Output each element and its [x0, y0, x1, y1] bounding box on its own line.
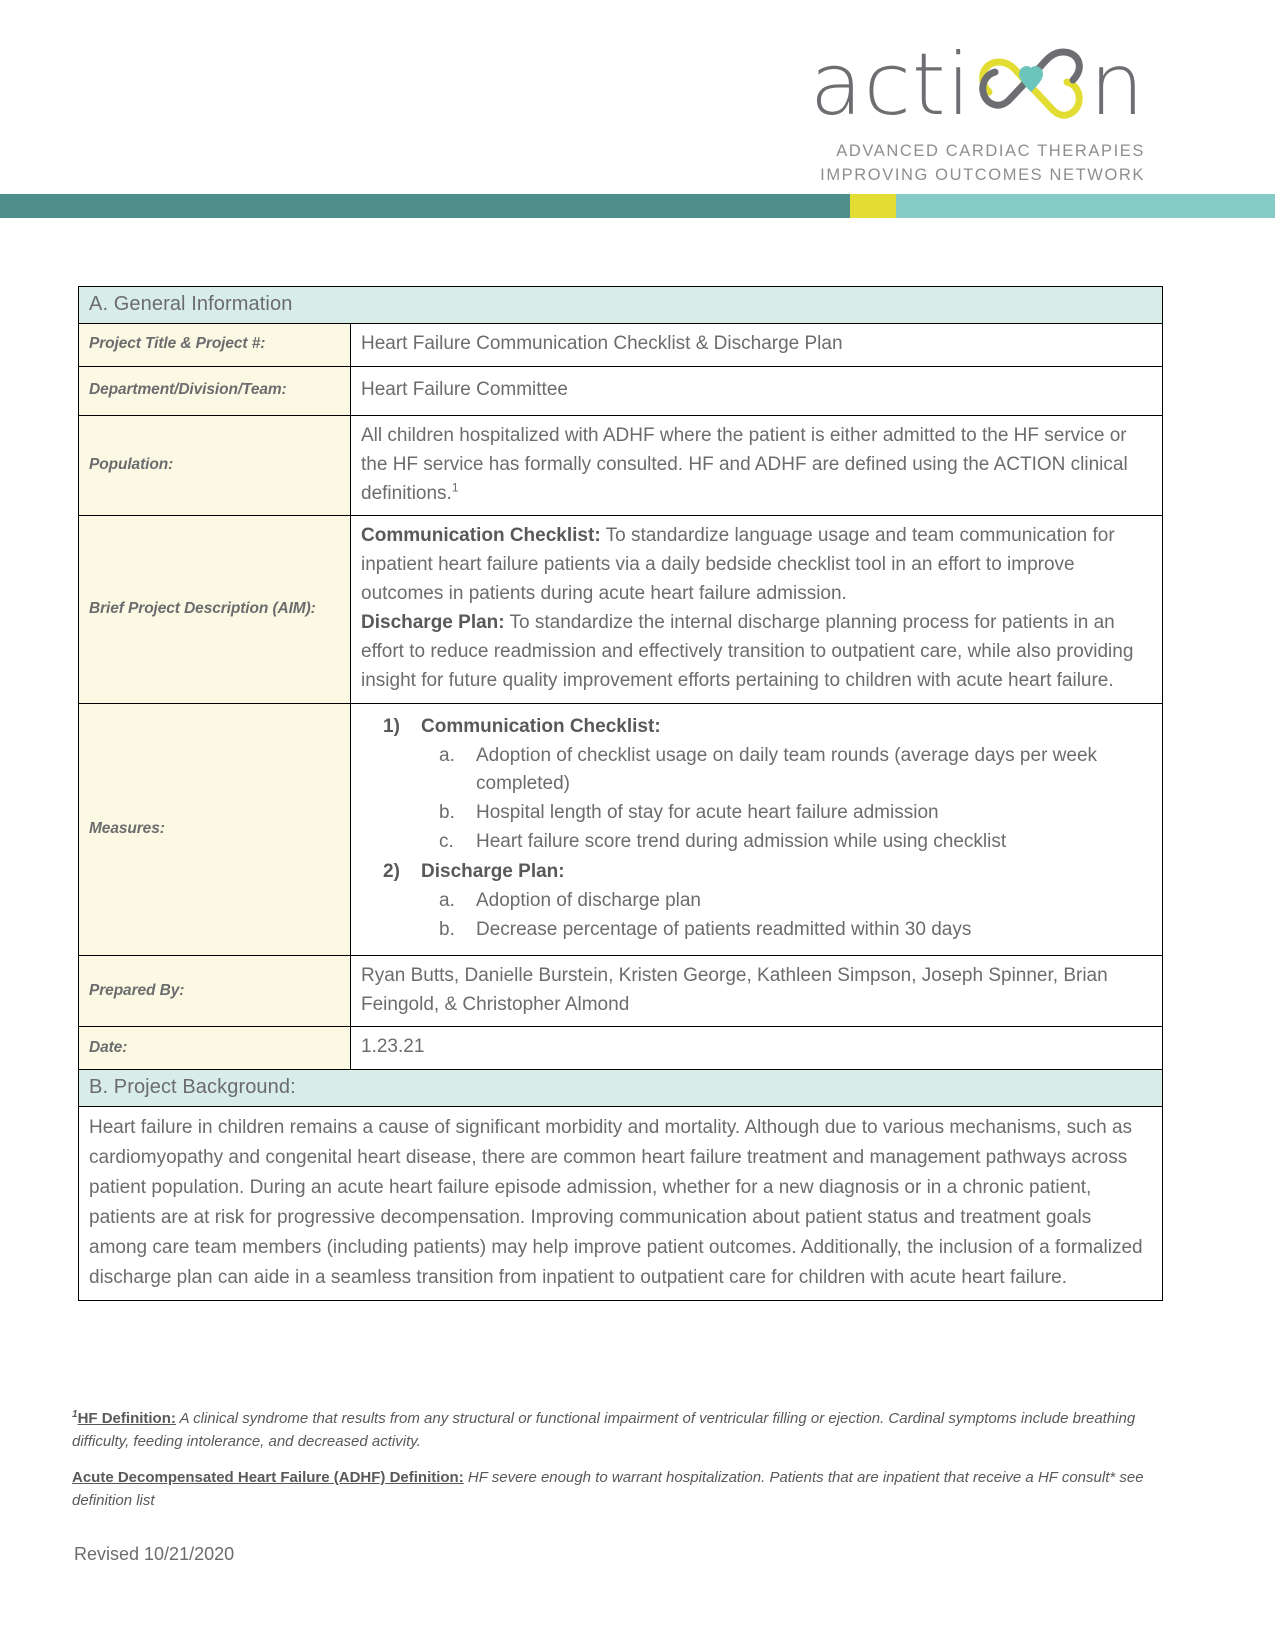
measure-subitem	[421, 828, 1154, 857]
section-a-heading: A. General Information	[79, 287, 1163, 324]
measure-subitem	[421, 742, 1154, 800]
footnote-term: Acute Decompensated Heart Failure (ADHF) Definition:	[72, 1469, 464, 1486]
row-project-background	[79, 1107, 1163, 1301]
measure-subitem	[421, 799, 1154, 828]
logo-wordmark-suffix: n	[1089, 35, 1145, 136]
aim-lead-checklist: Communication Checklist:	[361, 525, 601, 547]
value-population	[351, 415, 1163, 516]
section-b-heading: B. Project Background:	[79, 1070, 1163, 1107]
label-population: Population:	[79, 415, 351, 516]
measure-subitem-text: Adoption of checklist usage on daily team rounds (average days per week completed)	[476, 744, 1098, 795]
measure-subitem-marker: b.	[439, 918, 455, 940]
label-project-title: Project Title & Project #:	[79, 324, 351, 367]
population-footnote-marker: 1	[451, 480, 459, 495]
measure-subitem-marker: c.	[439, 831, 454, 853]
measure-sublist	[421, 887, 1154, 945]
footnote-text: HF severe enough to warrant hospitalization. Patients that are inpatient that receive a HF consult* see definition list	[72, 1469, 1144, 1509]
heart-infinity-icon	[973, 46, 1089, 126]
measure-group	[361, 858, 1154, 945]
rule-segment-light-teal	[896, 194, 1275, 218]
measure-subitem-text: Hospital length of stay for acute heart failure admission	[476, 802, 939, 824]
measure-number: 2)	[383, 861, 400, 882]
measure-subitem-marker: a.	[439, 889, 455, 911]
measure-group	[361, 713, 1154, 857]
logo-wordmark	[725, 35, 1145, 136]
action-logo	[725, 35, 1145, 188]
project-background-text: Heart failure in children remains a cause of significant morbidity and mortality. Although due to various mechanisms, such as cardiomyopathy and congenital heart disease, there are common heart failure treatment and management pathways across patient population. During an acute heart failure episode admission, whether for a new diagnosis or in a chronic patient, patients are at risk for progressive decompensation. Improving communication about patient status and treatment goals among care team members (including patients) may help improve patient outcomes. Additionally, the inclusion of a formalized discharge plan can aide in a seamless transition from inpatient to outpatient care for children with acute heart failure.	[79, 1107, 1163, 1301]
project-charter-table	[78, 286, 1163, 1301]
aim-text-checklist: To standardize language usage and team communication for inpatient heart failure patients via a daily bedside checklist tool in an effort to improve outcomes in patients during acute heart failure admission.	[361, 525, 1115, 605]
logo-tagline	[725, 140, 1145, 188]
measure-number: 1)	[383, 715, 400, 737]
logo-wordmark-prefix: acti	[809, 35, 972, 136]
value-prepared-by: Ryan Butts, Danielle Burstein, Kristen George, Kathleen Simpson, Joseph Spinner, Brian Feingold, & Christopher Almond	[351, 955, 1163, 1027]
footnote-hf-definition	[72, 1408, 1162, 1453]
section-a-header-row	[79, 287, 1163, 324]
measures-list	[361, 713, 1154, 945]
value-department: Heart Failure Committee	[351, 366, 1163, 415]
logo-tagline-line2: IMPROVING OUTCOMES NETWORK	[820, 165, 1145, 184]
measure-title: Communication Checklist:	[421, 715, 661, 737]
row-population	[79, 415, 1163, 516]
footnote-text: A clinical syndrome that results from any structural or functional impairment of ventricular filling or ejection. Cardinal symptoms include breathing difficulty, feeding intolerance, and decreased activity.	[72, 1410, 1136, 1450]
measure-subitem	[421, 916, 1154, 945]
population-text: All children hospitalized with ADHF where the patient is either admitted to the HF service or the HF service has formally consulted. HF and ADHF are defined using the ACTION clinical definitions.	[361, 424, 1128, 504]
revised-date: Revised 10/21/2020	[74, 1544, 235, 1564]
measure-subitem-marker: a.	[439, 744, 455, 766]
row-prepared-by	[79, 955, 1163, 1027]
label-aim: Brief Project Description (AIM):	[79, 516, 351, 703]
value-date: 1.23.21	[351, 1027, 1163, 1070]
logo-tagline-line1: ADVANCED CARDIAC THERAPIES	[836, 142, 1145, 160]
measure-subitem-text: Heart failure score trend during admission while using checklist	[476, 831, 1007, 853]
label-date: Date:	[79, 1027, 351, 1070]
rule-segment-dark-teal	[0, 194, 850, 218]
value-project-title: Heart Failure Communication Checklist & Discharge Plan	[351, 324, 1163, 367]
value-measures	[351, 703, 1163, 955]
aim-text-discharge: To standardize the internal discharge planning process for patients in an effort to reduce readmission and effectively transition to outpatient care, while also providing insight for future quality improvement efforts pertaining to children with acute heart failure.	[361, 612, 1134, 691]
aim-lead-discharge: Discharge Plan:	[361, 612, 505, 633]
section-b-header-row	[79, 1070, 1163, 1107]
aim-paragraph-checklist	[361, 522, 1154, 609]
footnote-adhf-definition	[72, 1467, 1162, 1512]
measure-title: Discharge Plan:	[421, 861, 565, 882]
header-color-rule	[0, 194, 1275, 218]
label-department: Department/Division/Team:	[79, 366, 351, 415]
rule-segment-yellow	[850, 194, 896, 218]
footnote-marker: 1	[72, 1409, 78, 1420]
footnote-term: HF Definition:	[77, 1410, 176, 1427]
footnotes	[72, 1408, 1162, 1526]
measure-subitem-text: Adoption of discharge plan	[476, 889, 701, 911]
measure-subitem-text: Decrease percentage of patients readmitted within 30 days	[476, 918, 972, 940]
measure-subitem	[421, 887, 1154, 916]
measure-sublist	[421, 742, 1154, 858]
row-department	[79, 366, 1163, 415]
value-aim	[351, 516, 1163, 703]
aim-paragraph-discharge	[361, 609, 1154, 696]
form-document	[78, 286, 1163, 1301]
row-aim	[79, 516, 1163, 703]
page-header	[0, 0, 1275, 190]
row-date	[79, 1027, 1163, 1070]
measure-subitem-marker: b.	[439, 802, 455, 824]
label-measures: Measures:	[79, 703, 351, 955]
label-prepared-by: Prepared By:	[79, 955, 351, 1027]
row-project-title	[79, 324, 1163, 367]
row-measures	[79, 703, 1163, 955]
